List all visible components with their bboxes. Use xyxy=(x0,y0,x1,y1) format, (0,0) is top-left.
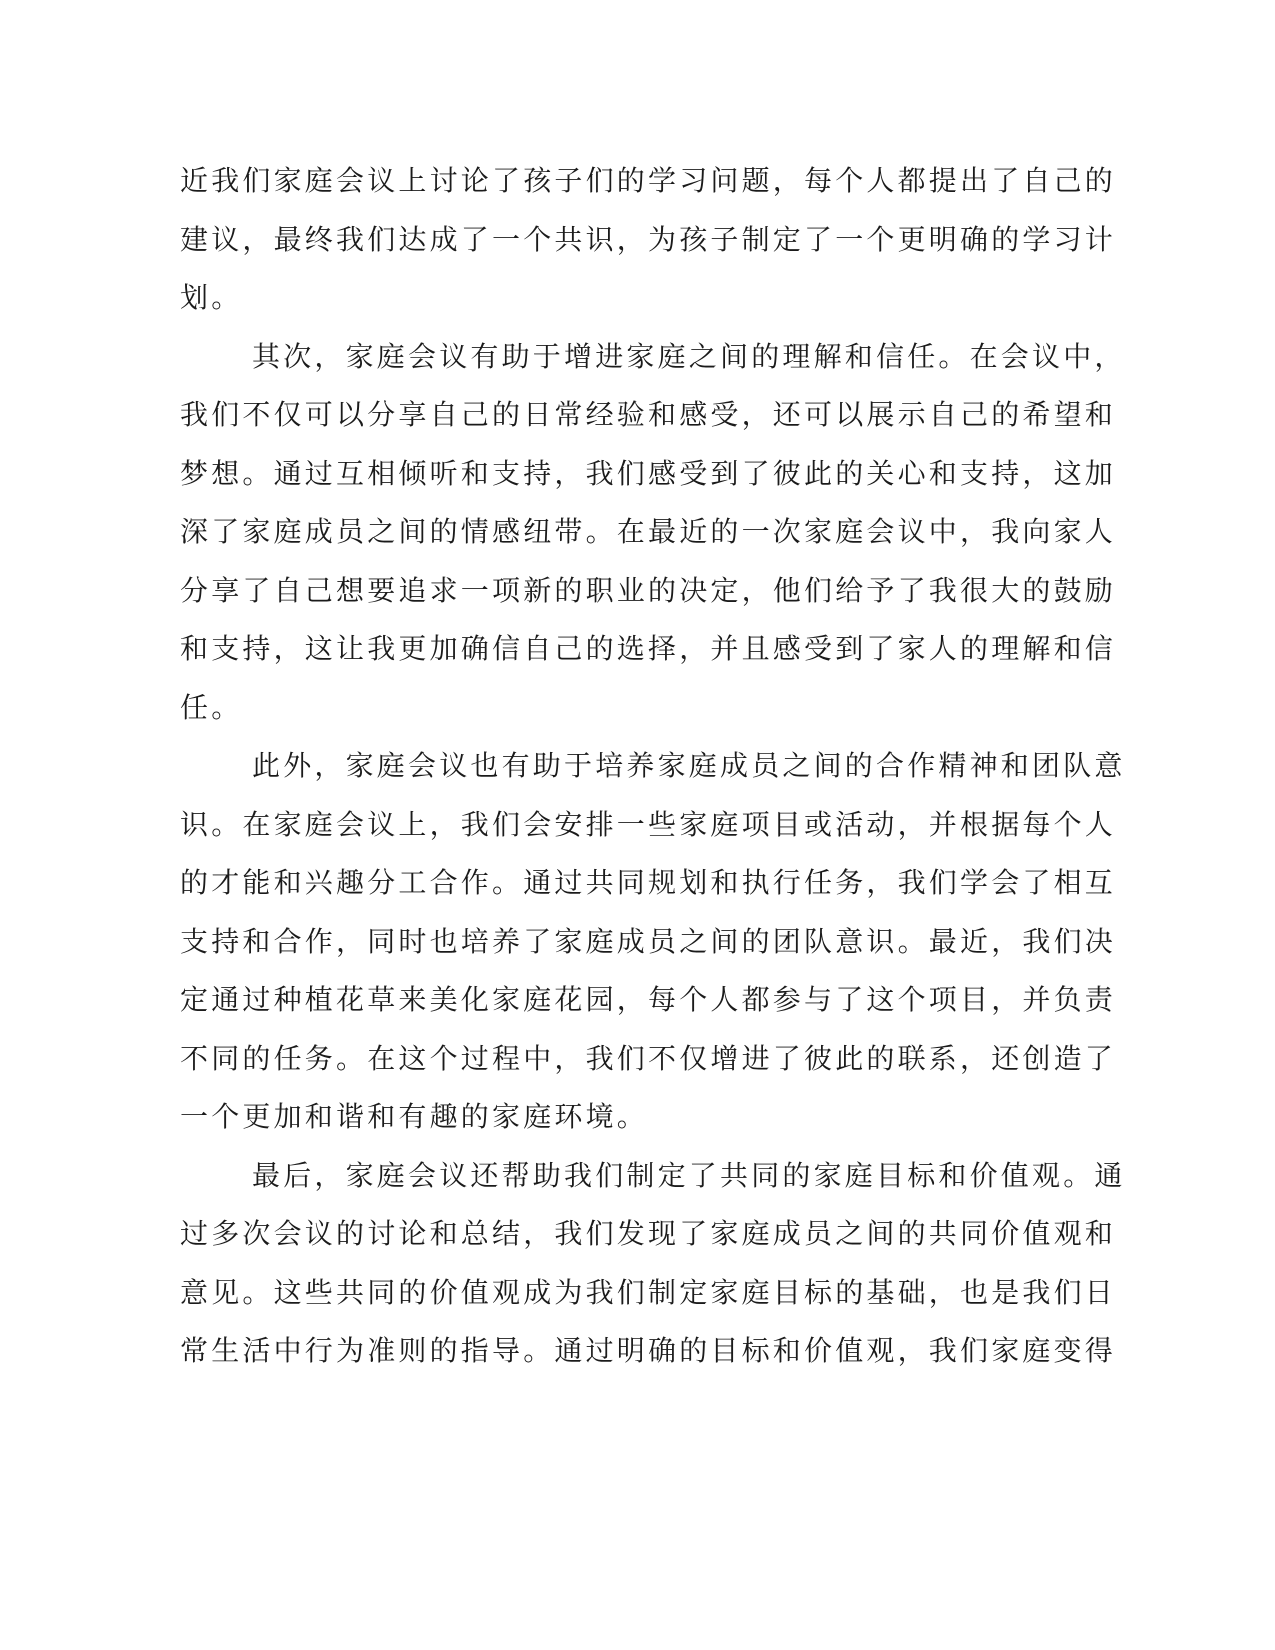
paragraph-2-line-1: 其次，家庭会议有助于增进家庭之间的理解和信任。在会议中， xyxy=(252,339,1126,373)
paragraph-3-line-2: 识。在家庭会议上，我们会安排一些家庭项目或活动，并根据每个人 xyxy=(180,807,1117,841)
paragraph-3-line-1: 此外，家庭会议也有助于培养家庭成员之间的合作精神和团队意 xyxy=(252,749,1126,782)
paragraph-2-line-2: 我们不仅可以分享自己的日常经验和感受，还可以展示自己的希望和 xyxy=(180,398,1117,431)
paragraph-4-line-2: 过多次会议的讨论和总结，我们发现了家庭成员之间的共同价值观和 xyxy=(180,1217,1117,1250)
paragraph-4-line-3: 意见。这些共同的价值观成为我们制定家庭目标的基础，也是我们日 xyxy=(180,1275,1117,1309)
paragraph-1-line-2: 建议，最终我们达成了一个共识，为孩子制定了一个更明确的学习计 xyxy=(180,222,1117,256)
paragraph-1-line-3: 划。 xyxy=(180,281,243,314)
paragraph-3-line-3: 的才能和兴趣分工合作。通过共同规划和执行任务，我们学会了相互 xyxy=(180,866,1117,899)
paragraph-2-line-4: 深了家庭成员之间的情感纽带。在最近的一次家庭会议中，我向家人 xyxy=(180,515,1117,548)
document-body xyxy=(180,152,1126,1381)
paragraph-3-line-4: 支持和合作，同时也培养了家庭成员之间的团队意识。最近，我们决 xyxy=(180,924,1117,958)
paragraph-2-line-3: 梦想。通过互相倾听和支持，我们感受到了彼此的关心和支持，这加 xyxy=(180,456,1117,490)
paragraph-2-line-6: 和支持，这让我更加确信自己的选择，并且感受到了家人的理解和信 xyxy=(180,632,1117,665)
paragraph-3-line-6: 不同的任务。在这个过程中，我们不仅增进了彼此的联系，还创造了 xyxy=(180,1041,1117,1075)
paragraph-2-line-5: 分享了自己想要追求一项新的职业的决定，他们给予了我很大的鼓励 xyxy=(180,573,1117,607)
paragraph-3-line-7: 一个更加和谐和有趣的家庭环境。 xyxy=(180,1100,649,1133)
paragraph-1-line-1: 近我们家庭会议上讨论了孩子们的学习问题，每个人都提出了自己的 xyxy=(180,164,1117,197)
paragraph-4-line-1: 最后，家庭会议还帮助我们制定了共同的家庭目标和价值观。通 xyxy=(252,1158,1126,1192)
paragraph-3-line-5: 定通过种植花草来美化家庭花园，每个人都参与了这个项目，并负责 xyxy=(180,983,1117,1016)
paragraph-2-line-7: 任。 xyxy=(180,690,243,724)
paragraph-4-line-4: 常生活中行为准则的指导。通过明确的目标和价值观，我们家庭变得 xyxy=(180,1334,1117,1367)
